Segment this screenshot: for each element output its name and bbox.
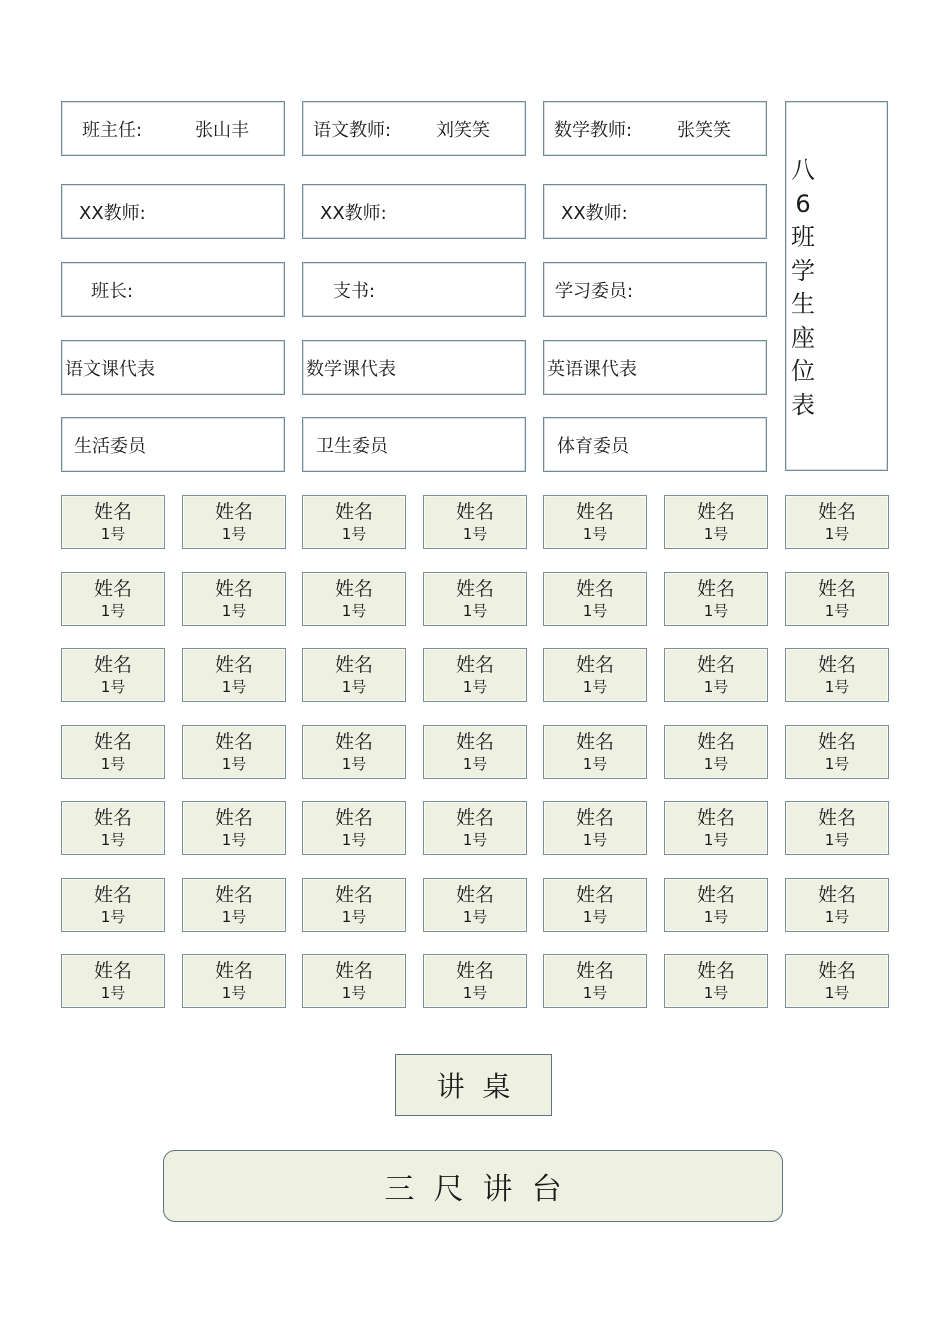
seat-r5-c2 — [182, 801, 286, 855]
seat-r5-c1 — [61, 801, 165, 855]
seat-number: 1号 — [582, 983, 608, 1002]
seat-name: 姓名 — [334, 730, 373, 753]
seat-r4-c7 — [785, 725, 889, 779]
seat-number: 1号 — [221, 601, 247, 620]
seat-r5-c6 — [664, 801, 768, 855]
health-rep-label: 卫生委员 — [316, 435, 388, 457]
math-teacher-label: 数学教师: — [554, 119, 633, 141]
seat-number: 1号 — [462, 983, 488, 1002]
seat-r6-c2 — [182, 878, 286, 932]
seat-name: 姓名 — [455, 500, 494, 523]
seat-name: 姓名 — [214, 806, 253, 829]
xx-teacher-label-1: XX教师: — [79, 202, 146, 224]
seat-name: 姓名 — [93, 730, 132, 753]
seat-r2-c1 — [61, 572, 165, 626]
seat-number: 1号 — [462, 754, 488, 773]
seat-name: 姓名 — [455, 959, 494, 982]
seat-r3-c4 — [423, 648, 527, 702]
seat-name: 姓名 — [817, 577, 856, 600]
seat-name: 姓名 — [334, 577, 373, 600]
seat-name: 姓名 — [575, 806, 614, 829]
seat-number: 1号 — [462, 907, 488, 926]
seat-number: 1号 — [341, 601, 367, 620]
seat-r2-c6 — [664, 572, 768, 626]
seat-r5-c7 — [785, 801, 889, 855]
seat-r6-c5 — [543, 878, 647, 932]
seat-name: 姓名 — [575, 577, 614, 600]
secretary-label: 支书: — [333, 280, 376, 302]
study-rep-label: 学习委员: — [555, 280, 634, 302]
seat-name: 姓名 — [214, 577, 253, 600]
seat-r2-c3 — [302, 572, 406, 626]
seat-number: 1号 — [824, 983, 850, 1002]
study-rep-box — [543, 262, 767, 317]
seat-r7-c1 — [61, 954, 165, 1008]
english-rep-box — [543, 340, 767, 395]
seat-r6-c7 — [785, 878, 889, 932]
seat-number: 1号 — [824, 601, 850, 620]
chinese-teacher-name: 刘笑笑 — [436, 119, 490, 141]
seat-name: 姓名 — [214, 959, 253, 982]
chinese-rep-label: 语文课代表 — [65, 358, 155, 380]
seat-r3-c5 — [543, 648, 647, 702]
seat-number: 1号 — [341, 907, 367, 926]
seat-r7-c3 — [302, 954, 406, 1008]
seat-name: 姓名 — [455, 730, 494, 753]
health-rep-box — [302, 417, 526, 472]
title-box — [785, 101, 888, 471]
secretary-box — [302, 262, 526, 317]
life-rep-label: 生活委员 — [74, 435, 146, 457]
seat-number: 1号 — [703, 601, 729, 620]
seat-name: 姓名 — [214, 653, 253, 676]
seat-number: 1号 — [462, 830, 488, 849]
seat-r6-c4 — [423, 878, 527, 932]
seat-number: 1号 — [582, 830, 608, 849]
seat-number: 1号 — [100, 601, 126, 620]
seat-name: 姓名 — [817, 730, 856, 753]
seat-number: 1号 — [703, 983, 729, 1002]
seat-name: 姓名 — [696, 500, 735, 523]
seat-number: 1号 — [462, 524, 488, 543]
seat-r1-c1 — [61, 495, 165, 549]
seat-number: 1号 — [221, 754, 247, 773]
seat-name: 姓名 — [455, 883, 494, 906]
english-rep-label: 英语课代表 — [547, 358, 637, 380]
seat-number: 1号 — [221, 677, 247, 696]
seat-name: 姓名 — [455, 806, 494, 829]
seat-r3-c6 — [664, 648, 768, 702]
seat-name: 姓名 — [696, 959, 735, 982]
seat-number: 1号 — [341, 524, 367, 543]
seat-r5-c3 — [302, 801, 406, 855]
seat-number: 1号 — [100, 677, 126, 696]
seat-r2-c5 — [543, 572, 647, 626]
seat-r4-c6 — [664, 725, 768, 779]
seat-r2-c4 — [423, 572, 527, 626]
monitor-box — [61, 262, 285, 317]
seat-name: 姓名 — [455, 653, 494, 676]
seat-number: 1号 — [221, 524, 247, 543]
seat-number: 1号 — [824, 754, 850, 773]
seat-number: 1号 — [582, 754, 608, 773]
seat-r4-c5 — [543, 725, 647, 779]
seat-name: 姓名 — [575, 883, 614, 906]
seat-number: 1号 — [221, 983, 247, 1002]
seat-number: 1号 — [341, 677, 367, 696]
math-teacher-box — [543, 101, 767, 156]
seat-r3-c2 — [182, 648, 286, 702]
seat-r6-c6 — [664, 878, 768, 932]
seat-r7-c5 — [543, 954, 647, 1008]
seat-r3-c1 — [61, 648, 165, 702]
life-rep-box — [61, 417, 285, 472]
seat-name: 姓名 — [93, 883, 132, 906]
seat-number: 1号 — [100, 907, 126, 926]
seat-r7-c4 — [423, 954, 527, 1008]
seat-name: 姓名 — [575, 653, 614, 676]
seat-name: 姓名 — [93, 500, 132, 523]
seat-number: 1号 — [100, 983, 126, 1002]
seat-name: 姓名 — [575, 959, 614, 982]
seat-r5-c4 — [423, 801, 527, 855]
seat-r6-c3 — [302, 878, 406, 932]
seat-number: 1号 — [703, 677, 729, 696]
seat-number: 1号 — [824, 524, 850, 543]
seat-r5-c5 — [543, 801, 647, 855]
xx-teacher-label-2: XX教师: — [320, 202, 387, 224]
seat-number: 1号 — [703, 907, 729, 926]
seat-name: 姓名 — [455, 577, 494, 600]
seat-name: 姓名 — [93, 959, 132, 982]
seat-r4-c2 — [182, 725, 286, 779]
seat-r4-c3 — [302, 725, 406, 779]
seat-r1-c5 — [543, 495, 647, 549]
seat-number: 1号 — [100, 754, 126, 773]
xx-teacher-box-3 — [543, 184, 767, 239]
seat-name: 姓名 — [214, 500, 253, 523]
seat-r7-c6 — [664, 954, 768, 1008]
sports-rep-label: 体育委员 — [557, 435, 629, 457]
chinese-teacher-box — [302, 101, 526, 156]
xx-teacher-box-2 — [302, 184, 526, 239]
seat-name: 姓名 — [334, 806, 373, 829]
seat-r2-c7 — [785, 572, 889, 626]
seat-name: 姓名 — [334, 500, 373, 523]
head-teacher-name: 张山丰 — [195, 119, 249, 141]
math-rep-box — [302, 340, 526, 395]
seat-r7-c2 — [182, 954, 286, 1008]
seat-name: 姓名 — [696, 577, 735, 600]
monitor-label: 班长: — [91, 280, 134, 302]
seat-r1-c2 — [182, 495, 286, 549]
seat-number: 1号 — [462, 677, 488, 696]
seat-name: 姓名 — [93, 653, 132, 676]
seat-name: 姓名 — [334, 959, 373, 982]
chinese-rep-box — [61, 340, 285, 395]
seat-name: 姓名 — [214, 730, 253, 753]
sports-rep-box — [543, 417, 767, 472]
seat-name: 姓名 — [696, 653, 735, 676]
seat-name: 姓名 — [817, 959, 856, 982]
seat-name: 姓名 — [817, 806, 856, 829]
seat-r3-c7 — [785, 648, 889, 702]
seat-name: 姓名 — [817, 653, 856, 676]
seat-name: 姓名 — [817, 500, 856, 523]
chinese-teacher-label: 语文教师: — [313, 119, 392, 141]
teacher-desk: 讲 桌 — [395, 1054, 552, 1116]
seat-number: 1号 — [582, 907, 608, 926]
seat-name: 姓名 — [696, 883, 735, 906]
seat-number: 1号 — [100, 524, 126, 543]
seat-number: 1号 — [703, 524, 729, 543]
seat-name: 姓名 — [696, 730, 735, 753]
seat-r4-c1 — [61, 725, 165, 779]
seat-number: 1号 — [824, 677, 850, 696]
seat-name: 姓名 — [334, 653, 373, 676]
seat-r2-c2 — [182, 572, 286, 626]
seat-r6-c1 — [61, 878, 165, 932]
seat-r1-c3 — [302, 495, 406, 549]
seat-r4-c4 — [423, 725, 527, 779]
page-title: 八6班学生座位表 — [791, 156, 815, 419]
seat-number: 1号 — [221, 907, 247, 926]
seat-number: 1号 — [703, 754, 729, 773]
teaching-platform: 三 尺 讲 台 — [163, 1150, 783, 1222]
seat-r1-c6 — [664, 495, 768, 549]
head-teacher-label: 班主任: — [82, 119, 143, 141]
xx-teacher-label-3: XX教师: — [561, 202, 628, 224]
seat-r1-c7 — [785, 495, 889, 549]
seat-name: 姓名 — [93, 806, 132, 829]
seat-name: 姓名 — [93, 577, 132, 600]
seat-number: 1号 — [341, 754, 367, 773]
math-teacher-name: 张笑笑 — [677, 119, 731, 141]
seat-name: 姓名 — [575, 500, 614, 523]
xx-teacher-box-1 — [61, 184, 285, 239]
seat-number: 1号 — [582, 677, 608, 696]
seat-name: 姓名 — [817, 883, 856, 906]
seat-r7-c7 — [785, 954, 889, 1008]
seat-number: 1号 — [824, 830, 850, 849]
seat-name: 姓名 — [575, 730, 614, 753]
seat-number: 1号 — [582, 601, 608, 620]
seat-name: 姓名 — [214, 883, 253, 906]
seat-r3-c3 — [302, 648, 406, 702]
math-rep-label: 数学课代表 — [306, 358, 396, 380]
seat-number: 1号 — [824, 907, 850, 926]
seat-number: 1号 — [341, 830, 367, 849]
seat-r1-c4 — [423, 495, 527, 549]
seat-number: 1号 — [462, 601, 488, 620]
seat-name: 姓名 — [334, 883, 373, 906]
seat-number: 1号 — [341, 983, 367, 1002]
seat-number: 1号 — [703, 830, 729, 849]
head-teacher-box — [61, 101, 285, 156]
seat-number: 1号 — [100, 830, 126, 849]
seat-number: 1号 — [582, 524, 608, 543]
seat-name: 姓名 — [696, 806, 735, 829]
seat-number: 1号 — [221, 830, 247, 849]
